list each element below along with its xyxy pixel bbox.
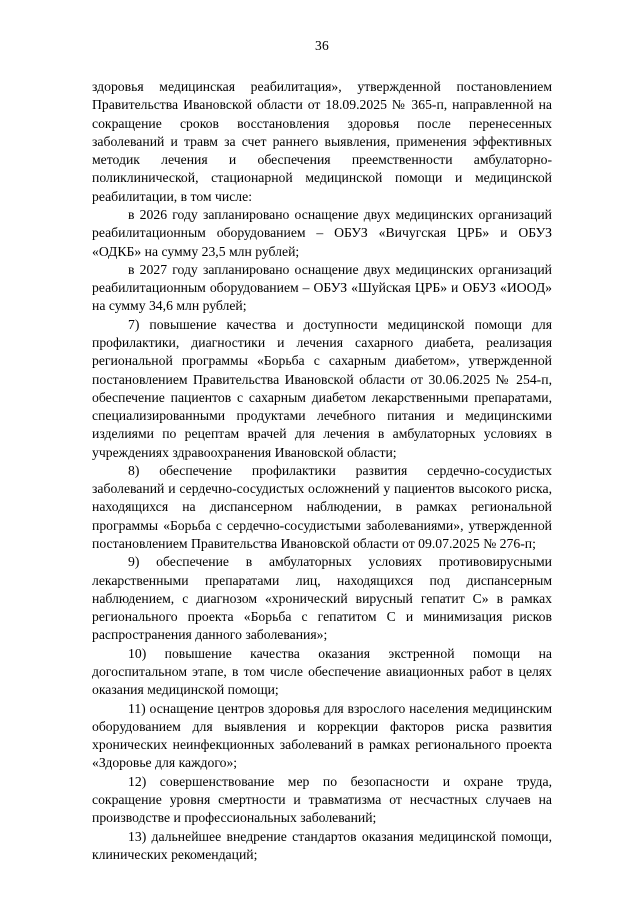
paragraph: 9) обеспечение в амбулаторных условиях противовирусными лекарственными препаратами лиц, находящихся под диспансерным наблюдением, с диагнозом «хронический вирусный гепатит С» в рамках регионального проекта «Борьба с гепатитом С и минимизация рисков распространения данного заболевания»; [92, 554, 552, 643]
paragraph: 12) совершенствование мер по безопасности и охране труда, сокращение уровня смертности и травматизма от несчастных случаев на производстве и профессиональных заболеваний; [92, 773, 552, 826]
document-body [92, 78, 552, 864]
paragraph: 7) повышение качества и доступности медицинской помощи для профилактики, диагностики и лечения сахарного диабета, реализация региональной программы «Борьба с сахарным диабетом», утвержденной постановлением Правительства Ивановской области от 30.06.2025 № 254-п, обеспечение пациентов с сахарным диабетом лекарственными препаратами, специализированными продуктами лечебного питания и медицинскими изделиями по рецептам врачей для лечения в амбулаторных условиях в учреждениях здравоохранения Ивановской области; [92, 316, 552, 460]
paragraph: здоровья медицинская реабилитация», утвержденной постановлением Правительства Ивановской области от 18.09.2025 № 365-п, направленной на сокращение сроков восстановления здоровья после перенесенных заболеваний и травм за счет раннего выявления, применения эффективных методик лечения и обеспечения преемственности амбулаторно-поликлинической, стационарной медицинской помощи и медицинской реабилитации, в том числе: [92, 79, 552, 204]
paragraph: 11) оснащение центров здоровья для взрослого населения медицинским оборудованием для выявления и коррекции факторов риска развития хронических неинфекционных заболеваний в рамках регионального проекта «Здоровье для каждого»; [92, 700, 552, 771]
page-number: 36 [315, 38, 329, 53]
paragraph: 10) повышение качества оказания экстренной помощи на догоспитальном этапе, в том числе обеспечение авиационных работ в целях оказания медицинской помощи; [92, 645, 552, 698]
paragraph: в 2027 году запланировано оснащение двух медицинских организаций реабилитационным оборудованием – ОБУЗ «Шуйская ЦРБ» и ОБУЗ «ИООД» на сумму 34,6 млн рублей; [92, 261, 552, 314]
paragraph: 8) обеспечение профилактики развития сердечно-сосудистых заболеваний и сердечно-сосудистых осложнений у пациентов высокого риска, находящихся на диспансерном наблюдении, в рамках региональной программы «Борьба с сердечно-сосудистыми заболеваниями», утвержденной постановлением Правительства Ивановской области от 09.07.2025 № 276-п; [92, 462, 552, 552]
paragraph: в 2026 году запланировано оснащение двух медицинских организаций реабилитационным оборудованием – ОБУЗ «Вичугская ЦРБ» и ОБУЗ «ОДКБ» на сумму 23,5 млн рублей; [92, 206, 552, 259]
paragraph: 13) дальнейшее внедрение стандартов оказания медицинской помощи, клинических рекомендаций; [92, 828, 552, 862]
